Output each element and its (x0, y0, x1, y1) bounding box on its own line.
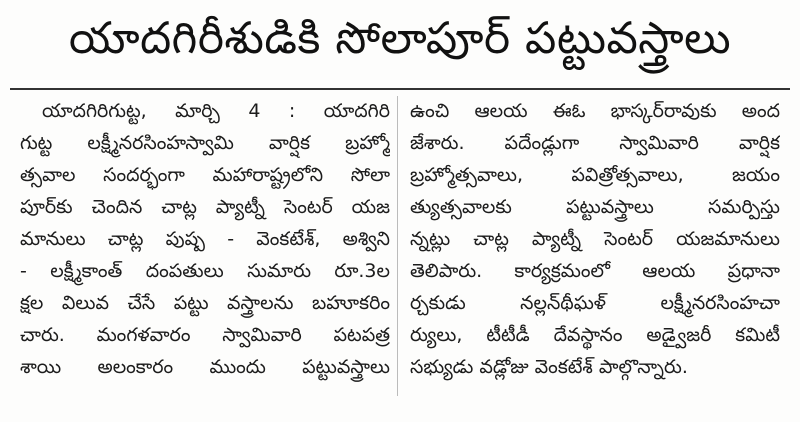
body-line: - లక్ష్మీకాంత్ దంపతులు సుమారు రూ.3ల (20, 260, 390, 282)
body-line: సభ్యుడు వడ్లోజు వెంకటేశ్ పాల్గొన్నారు. (410, 356, 688, 378)
body-line: త్యుత్సవాలకు పట్టువస్త్రాలు సమర్పిస్తు (410, 196, 780, 218)
body-line: ఉంచి ఆలయ ఈఓ భాస్కర్‌రావుకు అంద (410, 100, 780, 122)
body-line: పూర్‌కు చెందిన చాట్ల ప్యాట్నీ సెంటర్ యజ (20, 196, 390, 218)
right-column (410, 95, 780, 405)
body-line: గుట్ట లక్ష్మీనరసింహస్వామి వార్షిక బ్రహ్మో (20, 132, 390, 154)
body-line: చారు. మంగళవారం స్వామివారి పటపత్ర (20, 324, 390, 346)
body-line: న్నట్లు చాట్ల ప్యాట్నీ సెంటర్ యజమానులు (410, 228, 780, 250)
column-divider (397, 96, 398, 396)
body-line: త్సవాల సందర్భంగా మహారాష్ట్రలోని సోలా (20, 164, 390, 186)
body-line: తెలిపారు. కార్యక్రమంలో ఆలయ ప్రధానా (410, 260, 780, 282)
headline-rule (10, 88, 790, 90)
body-line: జేశారు. పదేండ్లుగా స్వామివారి వార్షిక (410, 132, 780, 154)
headline: యాదగిరీశుడికి సోలాపూర్ పట్టువస్త్రాలు (68, 13, 732, 64)
body-line: యాదగిరిగుట్ట, మార్చి 4 : యాదగిరి (42, 100, 390, 122)
left-column (20, 95, 390, 405)
body-line: ర్యులు, టీటీడీ దేవస్థానం అడ్వైజరీ కమిటీ (410, 324, 780, 346)
body-line: ర్చకుడు నల్లన్‌థీఘళ్ లక్ష్మీనరసింహచా (410, 292, 780, 314)
body-line: మానులు చాట్ల పుష్ప - వెంకటేశ్, అశ్విని (20, 228, 390, 250)
body-line: బ్రహ్మోత్సవాలు, పవిత్రోత్సవాలు, జయం (410, 164, 780, 186)
body-line: శాయి అలంకారం ముందు పట్టువస్త్రాలు (20, 356, 390, 378)
body-line: క్షల విలువ చేసే పట్టు వస్త్రాలను బహూకరిం (20, 292, 390, 314)
